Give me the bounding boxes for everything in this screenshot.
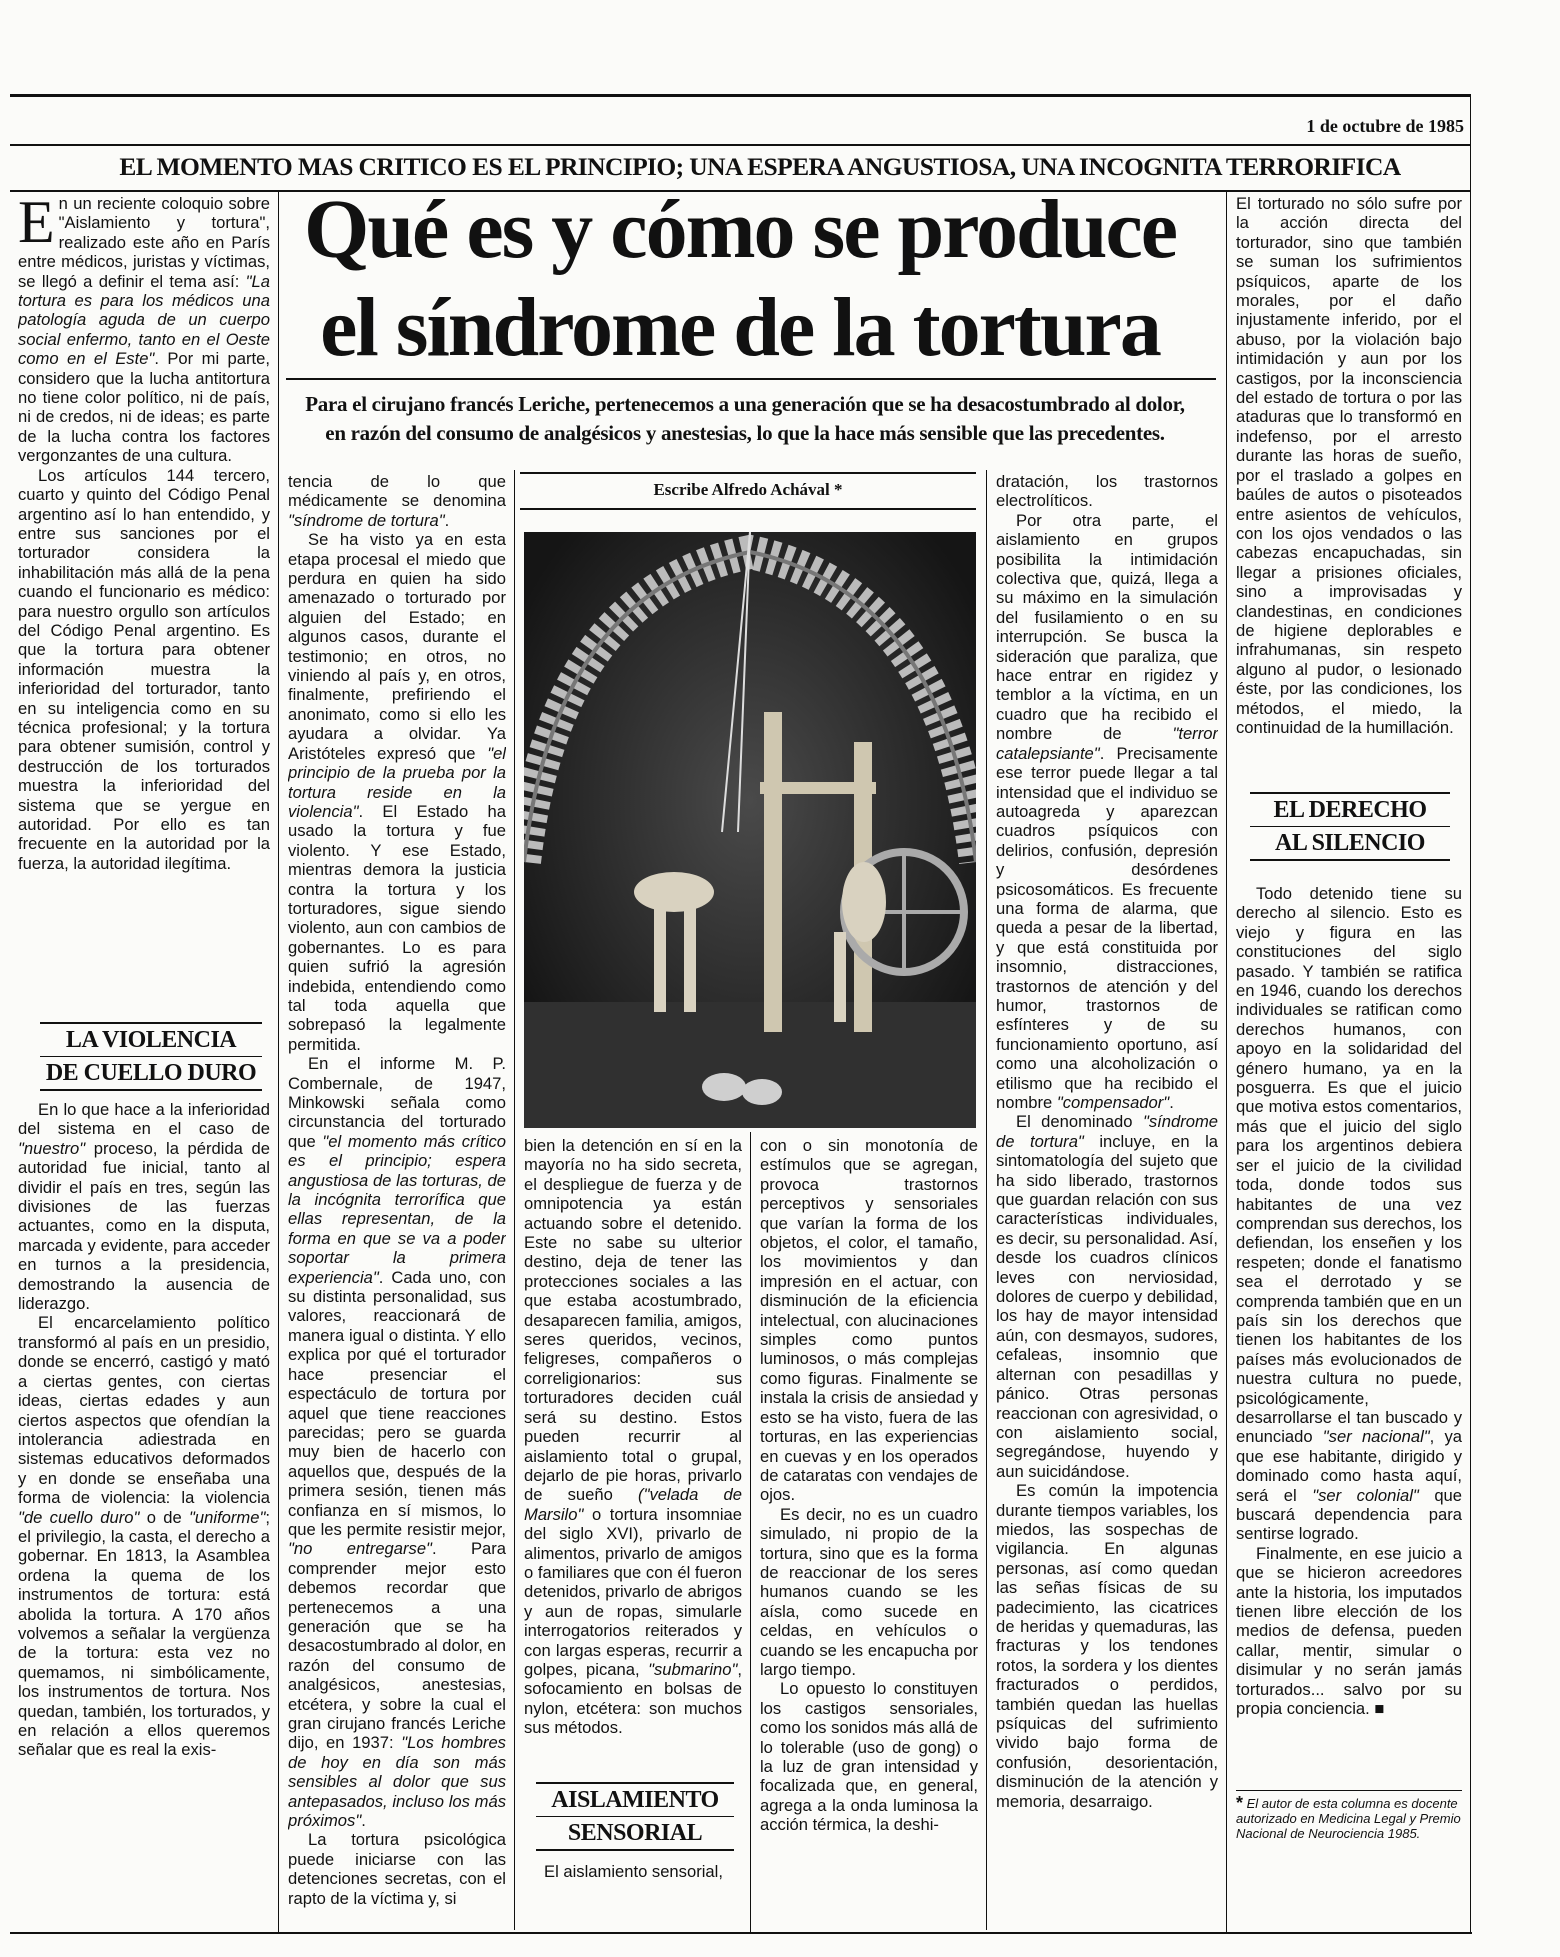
col3-paragraph: El aislamiento sensorial, bbox=[544, 1862, 723, 1881]
col5-text: . Precisamente ese terror puede llegar a tal intensidad que el individuo se autoagreda y aparezcan cuadros psíquicos con delirios, confusión, depresión y desórdenes psicosomáticos. Es frecuente una forma de alarma, que queda a pesar de la libertad, y que está constituida por insomnio, distracciones, trastornos de atención y del humor, trastornos de esfínteres y de su funcionamiento oportuno, así como una alcoholización o etilismo que ha recibido el nombre bbox=[996, 743, 1218, 1112]
col5-quote: "terror catalepsiante" bbox=[996, 724, 1218, 763]
footnote bbox=[1236, 1793, 1462, 1841]
column-3-bottom bbox=[524, 1862, 742, 1902]
col2-quote: "el principio de la prueba por la tortura reside en la violencia" bbox=[288, 743, 506, 821]
headline-line2: el síndrome de la tortura bbox=[320, 281, 1160, 374]
footnote-text: El autor de esta columna es docente autorizado en Medicina Legal y Premio Nacional de Neurociencia 1985. bbox=[1236, 1796, 1461, 1841]
column-5 bbox=[996, 472, 1218, 1908]
bottom-rule bbox=[10, 1932, 1472, 1934]
col1-text: ; el privilegio, la casta, el derecho a gobernar. En 1813, la Asamblea ordena la quema de los instrumentos de tortura: está abolida la tortura. A 170 años volvemos a señalar la vergüenza de la tortura: esta vez no quemamos, ni simbólicamente, los instrumentos de tortura. Nos quedan, también, los torturados, y en relación a ellos queremos señalar que es real la exis- bbox=[18, 1507, 270, 1760]
col2-text: . Cada uno, con su distinta personalidad, sus valores, reaccionará de manera igual o distinta. Y ello explica por qué el torturador hace presenciar el espectáculo de tortura por aquel que tiene reacciones parecidas; pero se guarda muy bien de hacerlo con aquellos que, después de la primera sesión, tienen más confianza en sí mismos, lo que les permite resistir mejor, bbox=[288, 1267, 506, 1539]
col2-text: . bbox=[444, 510, 450, 530]
column-6-bottom bbox=[1236, 884, 1462, 1782]
col3-quote: "submarino" bbox=[648, 1659, 738, 1679]
col5-quote: "compensador" bbox=[1056, 1093, 1170, 1112]
subhead-aislamiento bbox=[536, 1782, 734, 1851]
column-rule-c4c5 bbox=[986, 470, 987, 1930]
col1-text: En lo que hace a la inferioridad del sistema en el caso de bbox=[18, 1100, 270, 1139]
column-rule-far-right bbox=[1470, 94, 1471, 1932]
col5-text: Por otra parte, el aislamiento en grupos posibilita la intimidación colectiva que, quizá, llega a su máximo en la simulación del fusilamiento o en su interrupción. Se busca la sideración que paraliza, que hace entrar en rigidez y temblor a la víctima, en un cuadro que ha recibido el nombre de bbox=[996, 510, 1218, 744]
column-1-top bbox=[18, 194, 270, 1012]
subhead-line: AISLAMIENTO bbox=[536, 1782, 734, 1816]
col1-quote: "uniforme" bbox=[189, 1507, 266, 1527]
byline-rule-top bbox=[520, 472, 976, 474]
col6-quote: "ser colonial" bbox=[1312, 1485, 1419, 1505]
kicker: EL MOMENTO MAS CRITICO ES EL PRINCIPIO; UNA ESPERA ANGUSTIOSA, UNA INCOGNITA TERRORIFICA bbox=[119, 152, 1401, 181]
col2-text: . El Estado ha usado la tortura y fue violento. Y ese Estado, mientras demora la justicia contra la tortura y los torturadores, sigue siendo violento, aun con cambios de gobernantes. Lo es para quien sufrió la agresión indebida, entendiendo como tal toda aquella que sobrepasó la legalmente permitida. bbox=[288, 801, 506, 1054]
col2-quote: "no entregarse" bbox=[288, 1539, 432, 1559]
col3-quote: ("velada de Marsilo" bbox=[524, 1485, 742, 1524]
col5-text: . bbox=[1169, 1093, 1174, 1112]
torture-illustration bbox=[524, 532, 976, 1128]
column-rule-right bbox=[1226, 192, 1227, 1932]
col2-quote: "síndrome de tortura" bbox=[288, 510, 445, 530]
col1-quote: "de cuello duro" bbox=[18, 1507, 140, 1527]
col1-text: proceso, la pérdida de autoridad fue inicial, tanto al dividir el país en tres, según las divisiones de las fuerzas actuantes, como en la disputa, marcada y evidente, para acceder en turnos a la presidencia, demostrando la ausencia de liderazgo. bbox=[18, 1138, 270, 1314]
col2-text: En el informe M. P. Combernale, de 1947, Minkowski señala como circunstancia del torturado que bbox=[288, 1054, 506, 1151]
drop-cap: E bbox=[18, 194, 55, 255]
torture-photo bbox=[524, 532, 976, 1128]
col6-text: , ya que ese habitante, dirigido y dominado como hasta aquí, será el bbox=[1236, 1427, 1462, 1505]
col2-quote: "el momento más crítico es el principio; espera angustiosa de las torturas, de la incógnita terrorífica que ellas representan, de la forma en que se va a poder soportar la primera experiencia" bbox=[288, 1131, 506, 1287]
col5-text: incluye, en la sintomatología del sujeto que ha sido liberado, trastornos que guardan relación con sus características individuales, es decir, su personalidad. Así, desde los cuadros clínicos leves con nerviosidad, dolores de cuerpo y debilidad, los hay de mayor intensidad aún, con desmayos, sudores, cefaleas, insomnio que alternan con pesadillas y pánico. Otras personas reaccionan con agresividad, o con aislamiento social, segregándose, huyendo y aun suicidándose. bbox=[996, 1131, 1218, 1481]
subhead-derecho bbox=[1250, 792, 1450, 861]
headline-rule bbox=[286, 378, 1216, 380]
col1-text: . Por mi parte, considero que la lucha antitortura no tiene color político, ni de país, ni de credos, ni de ideas; es parte de la lucha contra los factores vergonzantes de una cultura. bbox=[18, 349, 270, 466]
col4-paragraph: Es decir, no es un cuadro simulado, ni propio de la tortura, sino que es la forma de reaccionar de los seres humanos cuando se les aísla, como sucede en celdas, en vehículos o cuando se les encapucha por largo tiempo. bbox=[760, 1504, 978, 1679]
footnote-mark: * bbox=[1236, 1793, 1244, 1813]
col1-text: o de bbox=[139, 1507, 190, 1527]
column-3 bbox=[524, 1136, 742, 1776]
col3-text: , sofocamiento en bolsas de nylon, etcétera: son muchos sus métodos. bbox=[524, 1659, 742, 1738]
byline-rule-bottom bbox=[520, 508, 976, 510]
col2-quote: "Los hombres de hoy en día son más sensibles al dolor que sus antepasados, incluso los más próximos" bbox=[288, 1733, 506, 1831]
column-1-bottom bbox=[18, 1100, 270, 1928]
subhead-line: DE CUELLO DURO bbox=[40, 1056, 262, 1091]
col1-text: El encarcelamiento político transformó al país en un presidio, donde se encerró, castigó y mató a ciertas gentes, con ciertas ideas, ciertas edades y aun ciertos aspectos que ofendían la intolerancia adiestrada en sistemas educativos deformados y en donde se enseñaba una forma de violencia: la violencia bbox=[18, 1313, 270, 1508]
col6-paragraph: El torturado no sólo sufre por la acción directa del torturador, sino que también se suman los sufrimientos psíquicos, aparte de los morales, por el daño injustamente inferido, por el abuso, por la violación bajo intimidación y aun por los castigos, por la inconsciencia del estado de tortura o por las ataduras que lo transformó en indefenso, por el arresto durante las horas de sueño, por el traslado a golpes en baúles de autos o pisoteados entre asientos de vehículos, con los ojos vendados o las cabezas encapuchadas, sin llegar a prisiones oficiales, sino a improvisadas y clandestinas, en condiciones de higiene deplorables e infrahumanas, sin respeto alguno al pudor, o lesionado éste, por las condiciones, los métodos, el miedo, la continuidad de la humillación. bbox=[1236, 194, 1462, 737]
col1-text: n un reciente coloquio sobre "Aislamiento y tortura", realizado este año en París entre médicos, juristas y víctimas, se llegó a definir el tema así: bbox=[18, 194, 270, 291]
col2-text: . Para comprender mejor esto debemos recordar que pertenecemos a una generación que se ha desacostumbrado al dolor, en razón del consumo de analgésicos, anestesias, etcétera, y sobre la cual el gran cirujano francés Leriche dijo, en 1937: bbox=[288, 1539, 506, 1753]
column-2 bbox=[288, 472, 506, 1928]
col1-quote: "nuestro" bbox=[18, 1138, 86, 1158]
col2-paragraph: La tortura psicológica puede iniciarse con las detenciones secretas, con el rapto de la víctima y, si bbox=[288, 1830, 506, 1908]
col5-paragraph: Es común la impotencia durante tiempos variables, los miedos, las sospechas de vigilancia. En algunas personas, así como quedan las señas físicas de su padecimiento, las cicatrices de heridas y quemaduras, las fracturas y los tendones rotos, la sordera y los dientes fracturados o perdidos, también quedan las huellas psíquicas del sufrimiento vivido bajo forma de confusión, desorientación, disminución de la atención y memoria, desarraigo. bbox=[996, 1481, 1218, 1811]
top-rule bbox=[10, 94, 1470, 97]
col4-paragraph: con o sin monotonía de estímulos que se agregan, provoca trastornos perceptivos y sensoriales que varían la forma de los objetos, el color, el tamaño, los movimientos y dan impresión en el actuar, con disminución de la eficiencia intelectual, con alucinaciones simples como puntos luminosos, o más complejas como figuras. Finalmente se instala la crisis de ansiedad y esto se ha visto, fuera de las torturas, en las experiencias en cuevas y en los operados de cataratas con vendajes de ojos. bbox=[760, 1136, 978, 1505]
footnote-rule bbox=[1236, 1790, 1462, 1791]
col6-quote: "ser nacional" bbox=[1322, 1427, 1430, 1447]
col1-paragraph: Los artículos 144 tercero, cuarto y quinto del Código Penal argentino así lo han entendido, y entre sus sanciones por el torturador considera la inhabilitación más allá de la pena cuando el funcionario es médico: para nuestro orgullo son artículos del Código Penal argentino. Es que la tortura para obtener información muestra la inferioridad del torturador, tanto en su inteligencia como en su técnica profesional; y la tortura para obtener sumisión, control y destrucción de los torturados muestra la inferioridad del sistema que se yergue en autoridad. Por ello es tan frecuente en la autoridad por la fuerza, la autoridad ilegítima. bbox=[18, 465, 270, 873]
col5-quote: "síndrome de tortura" bbox=[996, 1112, 1218, 1151]
subhead-line: SENSORIAL bbox=[536, 1816, 734, 1851]
col5-text: El denominado bbox=[1016, 1112, 1143, 1132]
col6-text: Todo detenido tiene su derecho al silencio. Esto es viejo y figura en las constituciones del siglo pasado. Y también se ratifica en 1946, cuando los derechos individuales se ratifican como derechos humanos, con apoyo en la solidaridad del género humano, ya en la posguerra. Es que el juicio que motiva estos comentarios, más que el juicio del siglo para los argentinos debiera ser el juicio de la civilidad toda, donde todos sus habitantes de una vez comprendan sus derechos, los defiendan, los enseñen y los respeten; donde el fanatismo sea el derrotado y se comprenda también que en un país sin los derechos que tienen los habitantes de los países más evolucionados de nuestra cultura no puede, psicológicamente, desarrollarse el tan buscado y enunciado bbox=[1236, 884, 1462, 1447]
col6-text: que buscará dependencia para sentirse logrado. bbox=[1236, 1485, 1462, 1544]
headline-line1: Qué es y cómo se produce bbox=[303, 183, 1177, 276]
col4-paragraph: Lo opuesto lo constituyen los castigos sensoriales, como los sonidos más allá de lo tolerable (uso de gong) o la luz de gran intensidad y focalizada que, en general, agrega a la onda luminosa la acción térmica, la deshi- bbox=[760, 1679, 978, 1835]
subhead-line: AL SILENCIO bbox=[1250, 826, 1450, 861]
col3-text: bien la detención en sí en la mayoría no ha sido secreta, el despliegue de fuerza y de omnipotencia ya están actuando sobre el detenido. Este no sabe su ulterior destino, deja de tener las protecciones sociales a las que estaba acostumbrado, desaparecen familia, amigos, seres queridos, vecinos, feligreses, compañeros o correligionarios: sus torturadores deciden cuál será su destino. Estos pueden recurrir al aislamiento total o grupal, dejarlo de pie horas, privarlo de sueño bbox=[524, 1136, 742, 1505]
column-4 bbox=[760, 1136, 978, 1906]
column-rule-c2c3 bbox=[514, 470, 515, 1930]
col2-text: Se ha visto ya en esta etapa procesal el miedo que perdura en quien ha sido amenazado o torturado por alguien del Estado; en algunos casos, durante el testimonio; en otros, no viniendo al país y, en otros, finalmente, prefiriendo el anonimato, como si ello les ayudara a olvidar. Ya Aristóteles expresó que bbox=[288, 530, 506, 763]
col5-paragraph: dratación, los trastornos electrolíticos. bbox=[996, 472, 1218, 511]
byline: Escribe Alfredo Achával * bbox=[653, 480, 843, 499]
subhead-violencia bbox=[40, 1022, 262, 1091]
col2-text: . bbox=[361, 1811, 366, 1831]
subhead-line: EL DERECHO bbox=[1250, 792, 1450, 826]
col1-quote: "La tortura es para los médicos una patología aguda de un cuerpo social enfermo, tanto en el Oeste como en el Este" bbox=[18, 271, 270, 369]
header-rule bbox=[10, 144, 1470, 146]
column-rule-left bbox=[278, 192, 279, 1932]
subhead-line: LA VIOLENCIA bbox=[40, 1022, 262, 1056]
column-rule-c3c4 bbox=[750, 1132, 751, 1932]
deck-line2: en razón del consumo de analgésicos y anestesias, lo que la hace más sensible que las precedentes. bbox=[325, 421, 1165, 445]
deck-line1: Para el cirujano francés Leriche, pertenecemos a una generación que se ha desacostumbrado al dolor, bbox=[305, 392, 1185, 416]
column-6-top bbox=[1236, 194, 1462, 772]
issue-date: 1 de octubre de 1985 bbox=[1306, 116, 1464, 136]
col2-text: tencia de lo que médicamente se denomina bbox=[288, 472, 506, 511]
col3-text: o tortura insomniae del siglo XVI), privarlo de alimentos, privarlo de amigos o familiares que con él fueron detenidos, privarlo de abrigos y aun de ropas, simularle interrogatorios reiterados y con largas esperas, recurrir a golpes, picana, bbox=[524, 1504, 742, 1679]
col6-paragraph: Finalmente, en ese juicio a que se hicieron acreedores ante la historia, los imputados tienen libre elección de los medios de defensa, pueden callar, mentir, simular o disimular y no serán jamás torturados... salvo por su propia conciencia. ■ bbox=[1236, 1543, 1462, 1719]
